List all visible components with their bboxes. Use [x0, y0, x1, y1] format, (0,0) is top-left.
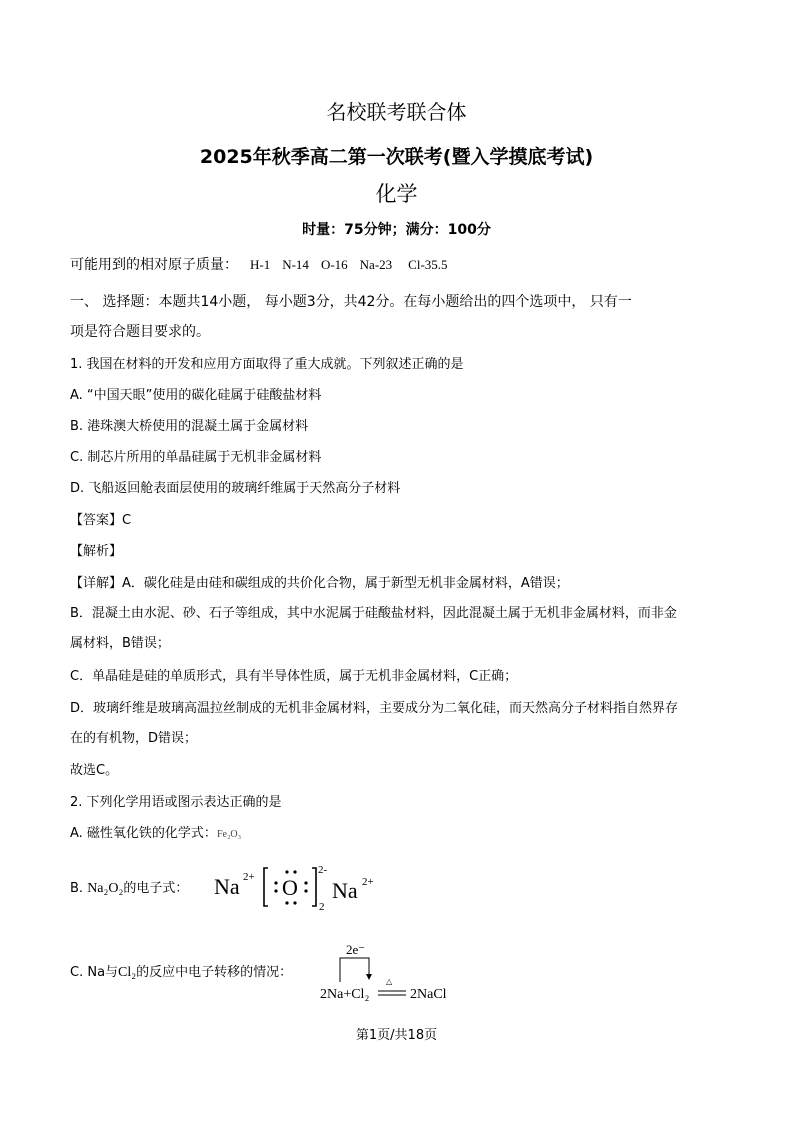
- atomic-mass-item: O-16: [320, 257, 348, 272]
- electron-transfer-diagram: [316, 940, 476, 1004]
- atomic-mass-line: [70, 256, 448, 274]
- question-1-option-b: B. 港珠澳大桥使用的混凝土属于金属材料: [70, 419, 309, 434]
- question-1-analysis-label: 【解析】: [70, 544, 123, 559]
- section-heading-line1: 一、 选择题：本题共14小题， 每小题3分，共42分。在每小题给出的四个选项中， 只有一: [70, 294, 632, 310]
- electron-transfer-label: 2e⁻: [346, 942, 366, 957]
- reaction-right-side: 2NaCl: [410, 987, 447, 1002]
- heat-symbol: △: [386, 977, 393, 986]
- option-a-label: A. 磁性氧化铁的化学式：: [70, 826, 217, 841]
- question-1-detail-line: 【详解】A．碳化硅是由硅和碳组成的共价化合物，属于新型无机非金属材料，A错误；: [70, 576, 569, 591]
- question-1-detail-line: 在的有机物，D错误；: [70, 731, 198, 746]
- question-1-answer: 【答案】C: [70, 513, 132, 528]
- organization-title: 名校联考联合体: [326, 100, 467, 124]
- question-1-detail-line: D．玻璃纤维是玻璃高温拉丝制成的无机非金属材料，主要成分为二氧化硅，而天然高分子材料指自然界存: [70, 701, 679, 716]
- electron-dot: [293, 870, 296, 873]
- exam-title: 2025年秋季高二第一次联考(暨入学摸底考试): [199, 146, 594, 168]
- electron-dot: [304, 881, 307, 884]
- option-c-prefix: C. Na与: [70, 965, 119, 980]
- center-atom-o: O: [282, 875, 298, 900]
- question-1-detail-line: 故选C。: [70, 763, 119, 778]
- question-1-stem: 1. 我国在材料的开发和应用方面取得了重大成就。下列叙述正确的是: [70, 357, 464, 372]
- option-c-reagent: Cl₂: [118, 965, 137, 980]
- option-a-formula: Fe₂O₃: [216, 829, 242, 840]
- atomic-mass-item: Na-23: [359, 257, 393, 272]
- bracket-charge: 2-: [318, 864, 328, 876]
- electron-dot: [274, 889, 277, 892]
- question-1-detail-line: 属材料，B错误；: [70, 636, 170, 651]
- electron-formula-diagram: [210, 858, 410, 918]
- question-2-option-a: [70, 825, 241, 844]
- ion-na-left: Na: [214, 874, 240, 899]
- subject-title: 化学: [375, 182, 418, 206]
- ion-na-right-charge: 2+: [362, 876, 374, 888]
- question-2-stem: 2. 下列化学用语或图示表达正确的是: [70, 795, 282, 810]
- transfer-arrow: [340, 958, 369, 982]
- option-b-compound: Na₂O₂: [87, 881, 124, 896]
- atomic-mass-label: 可能用到的相对原子质量：: [70, 257, 238, 273]
- reaction-left-side: 2Na+Cl₂: [320, 987, 370, 1002]
- time-info: 时量：75分钟；满分：100分: [302, 222, 491, 238]
- arrow-head: [366, 974, 372, 980]
- question-2-option-c: [70, 964, 292, 982]
- question-2-option-b: [70, 880, 188, 898]
- ion-na-left-charge: 2+: [243, 871, 255, 883]
- electron-dot: [285, 870, 288, 873]
- question-1-detail-line: C．单晶硅是硅的单质形式，具有半导体性质，属于无机非金属材料，C正确；: [70, 669, 518, 684]
- question-1-detail-line: B．混凝土由水泥、砂、石子等组成，其中水泥属于硅酸盐材料，因此混凝土属于无机非金属材料，而非金: [70, 606, 677, 621]
- atomic-mass-item: H-1: [250, 257, 271, 272]
- atomic-mass-item: N-14: [282, 257, 309, 272]
- ion-na-right: Na: [332, 878, 358, 903]
- electron-dot: [293, 901, 296, 904]
- right-bracket: [312, 868, 316, 906]
- electron-dot: [274, 881, 277, 884]
- atomic-mass-item: Cl-35.5: [408, 257, 448, 272]
- section-heading-line2: 项是符合题目要求的。: [70, 324, 210, 340]
- bracket-subscript: 2: [319, 901, 325, 913]
- option-b-prefix: B.: [70, 881, 88, 896]
- option-c-label: 的反应中电子转移的情况：: [136, 965, 293, 980]
- question-1-option-a: A. “中国天眼”使用的碳化硅属于硅酸盐材料: [70, 388, 322, 403]
- electron-dot: [304, 889, 307, 892]
- left-bracket: [264, 868, 268, 906]
- electron-dot: [285, 901, 288, 904]
- option-b-label: 的电子式：: [123, 881, 189, 896]
- question-1-option-d: D. 飞船返回舱表面层使用的玻璃纤维属于天然高分子材料: [70, 481, 401, 496]
- question-1-option-c: C. 制芯片所用的单晶硅属于无机非金属材料: [70, 450, 322, 465]
- page-footer: 第1页/共18页: [355, 1028, 438, 1043]
